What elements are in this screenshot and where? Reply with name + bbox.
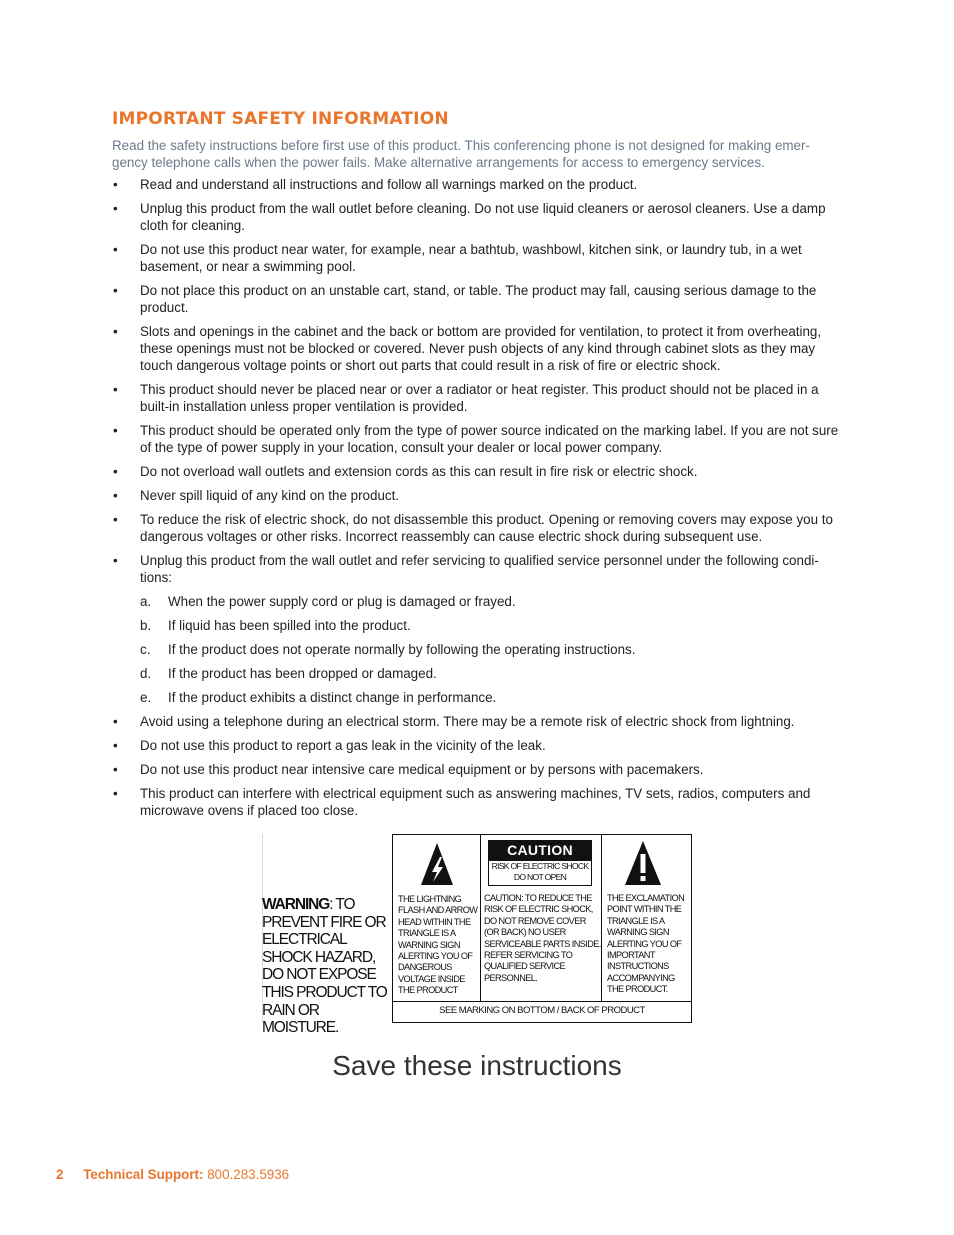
list-item: • Do not use this product near intensive care medical equipment or by persons with pacemakers.	[113, 762, 704, 777]
exclamation-text: THE EXCLAMATION POINT WITHIN THE TRIANGLE IS A WARNING SIGN ALERTING YOU OF IMPORTANT INSTRUCTIONS ACCOMPANYING THE PRODUCT.	[607, 893, 685, 995]
conditions-list	[140, 593, 847, 706]
list-item: • Read and understand all instructions and follow all warnings marked on the product.	[113, 177, 638, 192]
support-number: 800.283.5936	[207, 1167, 290, 1182]
exclamation-triangle-icon	[623, 839, 663, 887]
exclamation-column	[601, 835, 691, 1001]
bullet-icon: •	[113, 714, 118, 729]
risk-box: RISK OF ELECTRIC SHOCK DO NOT OPEN	[488, 860, 592, 886]
sub-list-item: b. If liquid has been spilled into the product.	[140, 618, 411, 633]
bullet-icon: •	[113, 488, 118, 503]
bullet-icon: •	[113, 283, 118, 298]
list-item: • To reduce the risk of electric shock, do not disassemble this product. Opening or removing covers may expose you to dangerous voltages or other risks. Incorrect reassembly can cause electric shock during subsequent use.	[113, 512, 833, 544]
bullet-icon: •	[113, 177, 118, 192]
list-item: • Do not overload wall outlets and extension cords as this can result in fire risk or electric shock.	[113, 464, 698, 479]
sub-list-item: e. If the product exhibits a distinct change in performance.	[140, 690, 497, 705]
page-heading: IMPORTANT SAFETY INFORMATION	[112, 109, 449, 129]
lightning-text: THE LIGHTNING FLASH AND ARROW HEAD WITHIN THE TRIANGLE IS A WARNING SIGN ALERTING YOU OF DANGEROUS VOLTAGE INSIDE THE PRODUCT	[398, 894, 478, 996]
list-item: • This product should never be placed near or over a radiator or heat register. This product should not be placed in a built-in installation unless proper ventilation is provided.	[113, 382, 819, 414]
footer	[56, 1167, 289, 1182]
list-item: • This product should be operated only from the type of power source indicated on the marking label. If you are not sure of the type of power supply in your location, consult your dealer or local power company.	[113, 423, 839, 455]
list-item: • Do not use this product to report a gas leak in the vicinity of the leak.	[113, 738, 546, 753]
save-instructions: Save these instructions	[332, 1050, 622, 1081]
bullet-icon: •	[113, 423, 118, 438]
bullet-icon: •	[113, 382, 118, 397]
bullet-icon: •	[113, 242, 118, 257]
bullet-icon: •	[113, 553, 118, 568]
label-divider	[393, 1001, 691, 1002]
intro-paragraph: Read the safety instructions before first use of this product. This conferencing phone is not designed for making emer-gency telephone calls when the power fails. Make alternative arrangements for access to emergency services.	[112, 138, 810, 170]
caution-text: CAUTION: TO REDUCE THE RISK OF ELECTRIC SHOCK, DO NOT REMOVE COVER (OR BACK) NO USER SERVICEABLE PARTS INSIDE. REFER SERVICING TO QUALIFIED SERVICE PERSONNEL.	[484, 893, 601, 983]
support-label: Technical Support:	[83, 1167, 204, 1182]
safety-list	[112, 176, 847, 826]
lightning-column	[393, 835, 481, 1001]
list-item: • Never spill liquid of any kind on the product.	[113, 488, 400, 503]
list-item: • Unplug this product from the wall outlet before cleaning. Do not use liquid cleaners or aerosol cleaners. Use a damp cloth for cleaning.	[113, 201, 826, 233]
sub-list-item: a. When the power supply cord or plug is damaged or frayed.	[140, 594, 516, 609]
marking-note: SEE MARKING ON BOTTOM / BACK OF PRODUCT	[439, 1005, 645, 1016]
list-item: • Unplug this product from the wall outlet and refer servicing to qualified service personnel under the following condi-tions: a. When the power supply cord or plug is damaged or frayed. b. If liquid has been spilled into the product. c. If the product does not operate normally by following the operating instructions. d. If the product has been dropped or damaged. e. If the product exhibits a distinct change in performance.	[112, 552, 847, 706]
lightning-triangle-icon	[419, 841, 455, 887]
bullet-icon: •	[113, 512, 118, 527]
page-number: 2	[56, 1167, 64, 1182]
caution-column	[480, 835, 602, 1001]
list-item: • This product can interfere with electrical equipment such as answering machines, TV sets, radios, computers and microwave ovens if placed too close.	[113, 786, 811, 818]
bullet-icon: •	[113, 738, 118, 753]
sub-list-item: d. If the product has been dropped or damaged.	[140, 666, 437, 681]
bullet-icon: •	[113, 201, 118, 216]
caution-label	[392, 834, 692, 1023]
list-item: • Avoid using a telephone during an electrical storm. There may be a remote risk of electric shock from lightning.	[113, 714, 795, 729]
bullet-icon: •	[113, 324, 118, 339]
caution-title: CAUTION	[488, 840, 592, 860]
bullet-icon: •	[113, 464, 118, 479]
bullet-icon: •	[113, 786, 118, 801]
warning-block	[262, 834, 692, 1037]
warning-text: WARNING: TO PREVENT FIRE OR ELECTRICAL SHOCK HAZARD, DO NOT EXPOSE THIS PRODUCT TO RAIN OR MOISTURE.	[262, 896, 387, 1037]
sub-list-item: c. If the product does not operate normally by following the operating instructions.	[140, 642, 636, 657]
list-item: • Do not place this product on an unstable cart, stand, or table. The product may fall, causing serious damage to the product.	[113, 283, 817, 315]
list-item: • Do not use this product near water, for example, near a bathtub, washbowl, kitchen sink, or laundry tub, in a wet basement, or near a swimming pool.	[113, 242, 802, 274]
bullet-icon: •	[113, 762, 118, 777]
list-item: • Slots and openings in the cabinet and the back or bottom are provided for ventilation, to protect it from overheating, these openings must not be blocked or covered. Never push objects of any kind through cabinet slots as they may touch dangerous voltage points or short out parts that could result in a risk of fire or electric shock.	[113, 324, 822, 373]
